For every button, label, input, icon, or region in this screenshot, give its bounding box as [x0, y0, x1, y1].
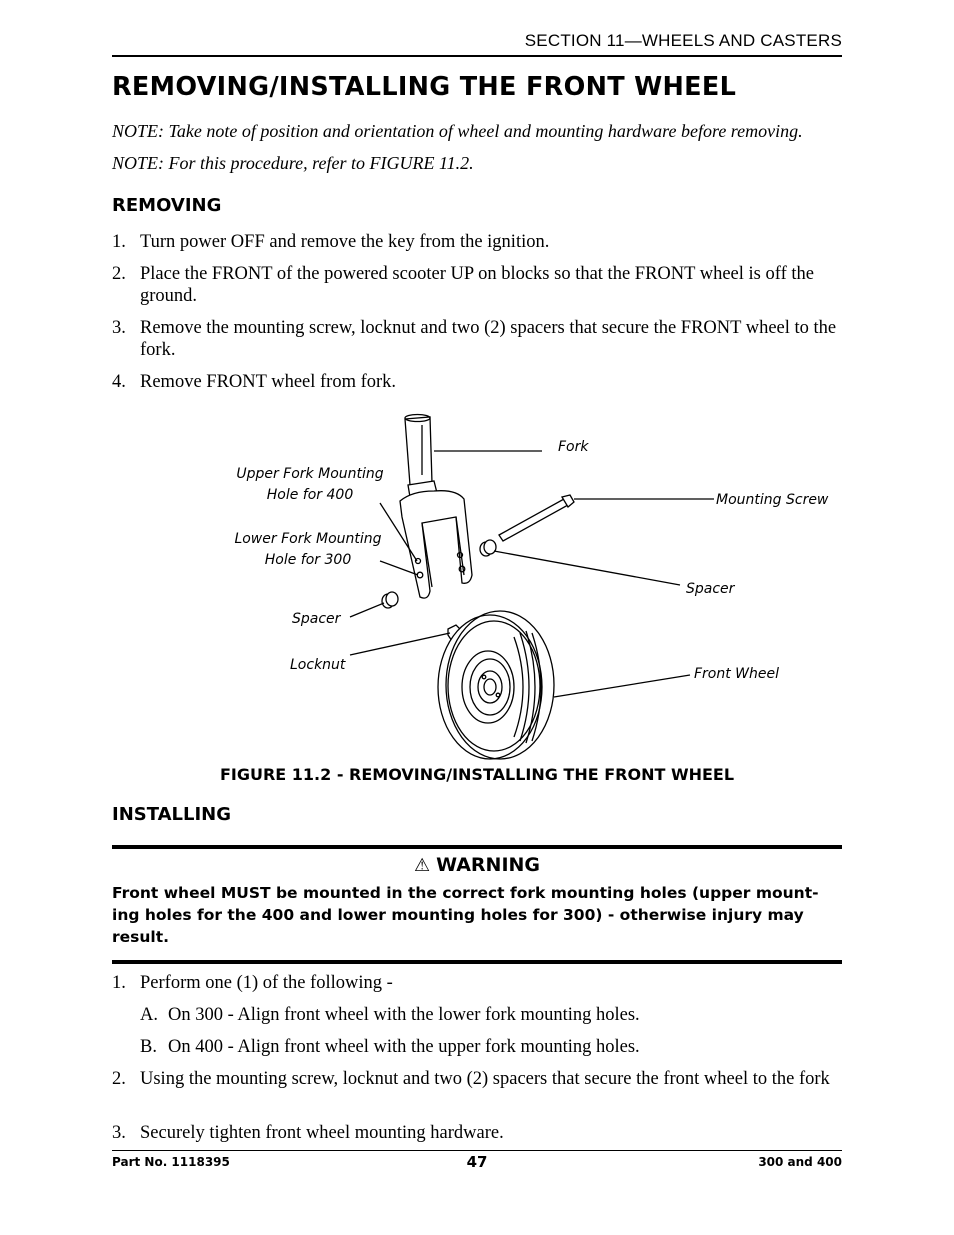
label-fork: Fork [558, 439, 589, 455]
label-spacer-right: Spacer [686, 581, 735, 597]
installing-heading: INSTALLING [112, 804, 232, 825]
front-wheel-exploded-diagram [172, 405, 832, 760]
figure-11-2 [172, 405, 832, 760]
step-text: Remove FRONT wheel from fork. [140, 372, 397, 392]
manual-page [112, 0, 842, 1235]
step-text: On 400 - Align front wheel with the upper fork mounting holes. [168, 1037, 640, 1057]
warning-title-text: WARNING [436, 854, 541, 876]
front-wheel [438, 611, 554, 759]
step-text: Securely tighten front wheel mounting hardware. [140, 1123, 504, 1143]
warning-bottom-rule [112, 960, 842, 964]
part-number: Part No. 1118395 [112, 1155, 230, 1169]
step-number: 3. [112, 318, 126, 338]
warning-top-rule [112, 845, 842, 849]
step-text: Place the FRONT of the powered scooter UP on blocks so that the FRONT wheel is off the ground. [140, 264, 814, 306]
page-title: REMOVING/INSTALLING THE FRONT WHEEL [112, 72, 737, 102]
step-number: 3. [112, 1123, 126, 1143]
fork-stem [405, 417, 432, 485]
leader-spacer-left [350, 603, 384, 617]
warning-text: Front wheel MUST be mounted in the correct fork mounting holes (upper mount-ing holes for the 400 and lower mounting holes for 300) - otherwise injury may result. [112, 884, 819, 946]
section-header: SECTION 11—WHEELS AND CASTERS [112, 30, 842, 57]
label-locknut: Locknut [290, 657, 346, 673]
step-text: On 300 - Align front wheel with the lower fork mounting holes. [168, 1005, 640, 1025]
step-text: Using the mounting screw, locknut and two (2) spacers that secure the front wheel to the fork [140, 1069, 830, 1089]
step-text: Remove the mounting screw, locknut and two (2) spacers that secure the FRONT wheel to the fork. [140, 318, 837, 360]
mounting-screw [499, 499, 568, 541]
step-text: Turn power OFF and remove the key from the ignition. [140, 232, 550, 252]
figure-caption: FIGURE 11.2 - REMOVING/INSTALLING THE FRONT WHEEL [219, 765, 735, 784]
note-orientation: NOTE: Take note of position and orientation of wheel and mounting hardware before removing. [112, 121, 803, 141]
label-mounting-screw: Mounting Screw [716, 492, 829, 508]
label-spacer-left: Spacer [292, 611, 341, 627]
warning-title [112, 854, 842, 876]
label-lower-fork-1: Lower Fork Mounting [234, 531, 382, 547]
page-number: 47 [466, 1153, 488, 1171]
model-label: 300 and 400 [758, 1155, 842, 1169]
leader-front-wheel [554, 675, 690, 697]
footer-rule [112, 1150, 842, 1151]
leader-spacer-right [494, 551, 680, 585]
label-front-wheel: Front Wheel [694, 666, 780, 682]
step-number: 2. [112, 264, 126, 284]
step-number: 1. [112, 232, 126, 252]
removing-heading: REMOVING [112, 195, 222, 216]
step-number: 2. [112, 1069, 126, 1089]
label-upper-fork-2: Hole for 400 [266, 487, 354, 503]
warning-triangle-icon: ⚠ [413, 855, 431, 876]
note-figure-ref: NOTE: For this procedure, refer to FIGURE 11.2. [112, 153, 474, 173]
step-letter: A. [140, 1005, 158, 1025]
label-upper-fork-1: Upper Fork Mounting [236, 466, 384, 482]
step-number: 4. [112, 372, 126, 392]
leader-locknut [350, 633, 450, 655]
label-lower-fork-2: Hole for 300 [264, 552, 352, 568]
fork-body [400, 491, 472, 598]
step-letter: B. [140, 1037, 157, 1057]
step-number: 1. [112, 973, 126, 993]
step-text: Perform one (1) of the following - [140, 973, 393, 993]
